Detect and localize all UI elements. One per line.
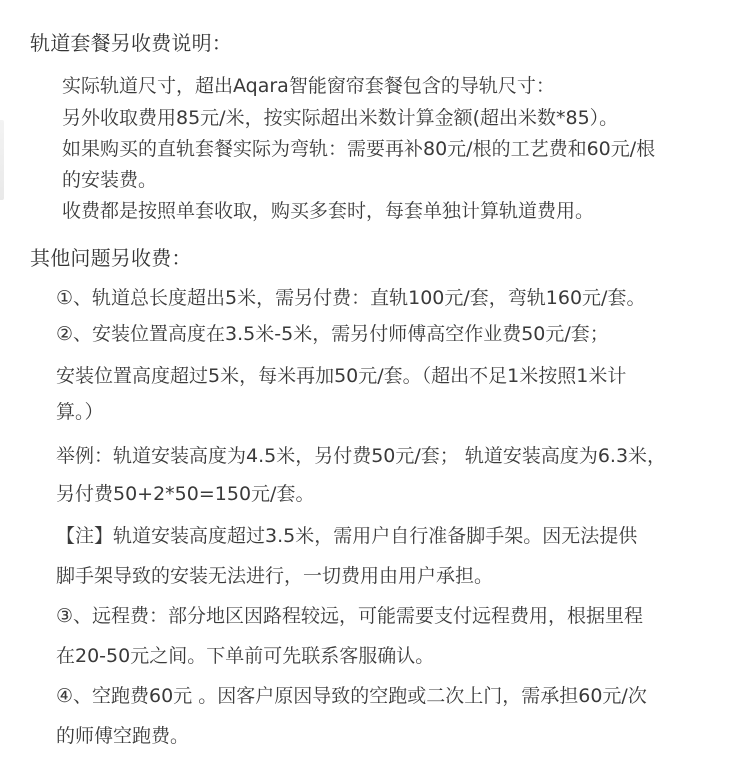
section-track-line-4: 的安装费。 [62, 169, 158, 191]
section-track-line-1: 实际轨道尺寸，超出Aqara智能窗帘套餐包含的导轨尺寸： [62, 75, 555, 97]
section-other-title: 其他问题另收费： [30, 246, 192, 270]
section-other-line-11: ④、空跑费60元 。因客户原因导致的空跑或二次上门，需承担60元/次 [56, 685, 647, 707]
section-other-line-8: 脚手架导致的安装无法进行，一切费用由用户承担。 [56, 565, 494, 587]
section-track-line-3: 如果购买的直轨套餐实际为弯轨：需要再补80元/根的工艺费和60元/根 [62, 138, 656, 160]
edge-decoration [0, 120, 4, 200]
section-other-line-1: ①、轨道总长度超出5米，需另付费：直轨100元/套，弯轨160元/套。 [56, 287, 646, 309]
section-other-line-9: ③、远程费：部分地区因路程较远，可能需要支付远程费用，根据里程 [56, 605, 644, 627]
section-other-line-7: 【注】轨道安装高度超过3.5米，需用户自行准备脚手架。因无法提供 [56, 525, 638, 547]
section-other-line-4: 算。） [56, 401, 104, 423]
section-track-title: 轨道套餐另收费说明： [30, 31, 232, 55]
section-track-line-2: 另外收取费用85元/米，按实际超出米数计算金额(超出米数*85）。 [62, 107, 619, 129]
section-other-line-2: ②、安装位置高度在3.5米-5米，需另付师傅高空作业费50元/套； [56, 323, 609, 345]
section-other-line-5: 举例：轨道安装高度为4.5米，另付费50元/套； 轨道安装高度为6.3米， [56, 445, 667, 467]
section-other-line-12: 的师傅空跑费。 [56, 725, 190, 747]
section-other-line-6: 另付费50+2*50=150元/套。 [56, 483, 315, 505]
section-other-line-10: 在20-50元之间。下单前可先联系客服确认。 [56, 645, 435, 667]
section-other-line-3: 安装位置高度超过5米，每米再加50元/套。（超出不足1米按照1米计 [56, 365, 627, 387]
section-track-line-5: 收费都是按照单套收取，购买多套时，每套单独计算轨道费用。 [62, 200, 595, 222]
